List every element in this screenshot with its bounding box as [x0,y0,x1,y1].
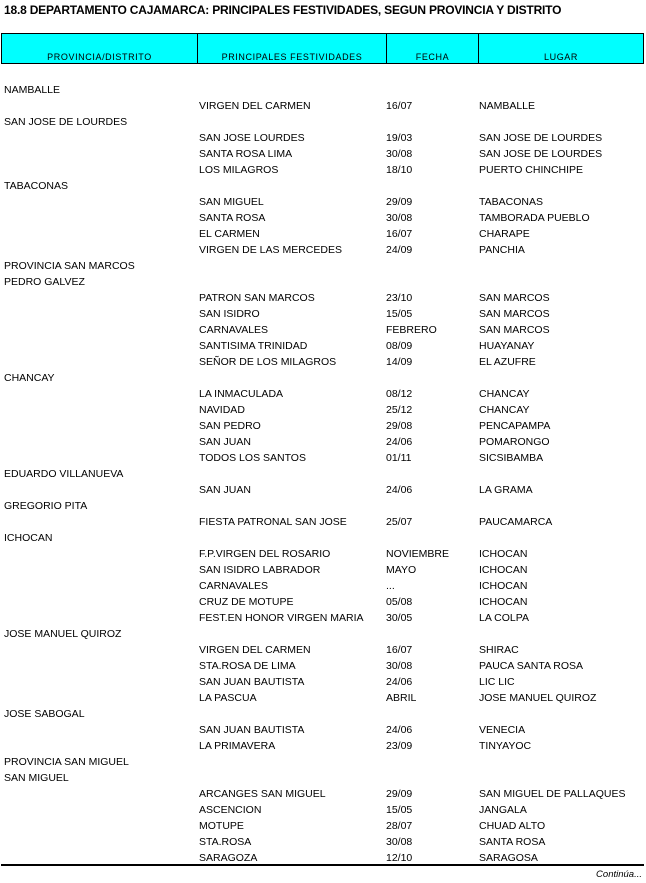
lugar-cell: ICHOCAN [479,580,528,592]
lugar-cell: SAN JOSE DE LOURDES [479,148,603,160]
lugar-cell: VENECIA [479,724,526,736]
table-row [0,226,646,242]
lugar-cell: PENCAPAMPA [479,420,551,432]
lugar-cell: PAUCAMARCA [479,516,553,528]
festividad-cell: SANTISIMA TRINIDAD [199,340,308,352]
festividad-cell: SAN MIGUEL [199,196,264,208]
festividad-cell: PATRON SAN MARCOS [199,292,315,304]
fecha-cell: 29/09 [386,196,413,208]
festividad-cell: SAN JOSE LOURDES [199,132,305,144]
festividad-cell: CARNAVALES [199,324,269,336]
festividad-cell: SAN JUAN [199,436,251,448]
festividad-cell: EL CARMEN [199,228,260,240]
lugar-cell: ICHOCAN [479,596,528,608]
festividad-cell: SAN JUAN [199,484,251,496]
festividad-cell: SANTA ROSA [199,212,266,224]
lugar-cell: SAN MARCOS [479,292,550,304]
lugar-cell: ICHOCAN [479,564,528,576]
table-row [0,690,646,706]
lugar-cell: SAN MARCOS [479,308,550,320]
table-row [0,418,646,434]
table-row [0,98,646,114]
table-row [0,434,646,450]
festividad-cell: SAN ISIDRO [199,308,260,320]
provincia-cell: CHANCAY [4,372,55,384]
table-body [0,82,646,866]
lugar-cell: ICHOCAN [479,548,528,560]
festividad-cell: VIRGEN DEL CARMEN [199,644,311,656]
provincia-cell: PROVINCIA SAN MIGUEL [4,756,129,768]
lugar-cell: SAN MIGUEL DE PALLAQUES [479,788,626,800]
festividad-cell: SAN JUAN BAUTISTA [199,724,305,736]
lugar-cell: SICSIBAMBA [479,452,544,464]
table-row [0,130,646,146]
fecha-cell: 25/12 [386,404,413,416]
fecha-cell: 15/05 [386,804,413,816]
festividad-cell: ARCANGES SAN MIGUEL [199,788,326,800]
lugar-cell: SANTA ROSA [479,836,546,848]
table-row [0,738,646,754]
festividad-cell: STA.ROSA [199,836,252,848]
table-row [0,786,646,802]
fecha-cell: 24/06 [386,436,413,448]
table-row [0,594,646,610]
lugar-cell: SAN MARCOS [479,324,550,336]
table-row [0,530,646,546]
festividad-cell: LA INMACULADA [199,388,284,400]
festividad-cell: FEST.EN HONOR VIRGEN MARIA [199,612,364,624]
table-row [0,498,646,514]
lugar-cell: HUAYANAY [479,340,535,352]
table-row [0,610,646,626]
festividad-cell: CARNAVALES [199,580,269,592]
lugar-cell: CHUAD ALTO [479,820,546,832]
table-row [0,674,646,690]
provincia-cell: TABACONAS [4,180,68,192]
fecha-cell: 16/07 [386,228,413,240]
fecha-cell: 23/10 [386,292,413,304]
festividad-cell: TODOS LOS SANTOS [199,452,306,464]
fecha-cell: 30/05 [386,612,413,624]
table-row [0,194,646,210]
lugar-cell: LIC LIC [479,676,515,688]
table-row [0,626,646,642]
festividad-cell: SARAGOZA [199,852,258,864]
column-header-provincia: PROVINCIA/DISTRITO [2,34,198,63]
fecha-cell: 29/09 [386,788,413,800]
lugar-cell: CHARAPE [479,228,530,240]
fecha-cell: 01/11 [386,452,412,464]
festividad-cell: FIESTA PATRONAL SAN JOSE [199,516,347,528]
table-row [0,658,646,674]
table-row [0,722,646,738]
festividad-cell: MOTUPE [199,820,244,832]
lugar-cell: TINYAYOC [479,740,532,752]
festividad-cell: SAN JUAN BAUTISTA [199,676,305,688]
fecha-cell: 24/06 [386,676,413,688]
table-row [0,370,646,386]
festividad-cell: LA PRIMAVERA [199,740,276,752]
provincia-cell: PEDRO GALVEZ [4,276,85,288]
provincia-cell: GREGORIO PITA [4,500,88,512]
fecha-cell: ABRIL [386,692,417,704]
provincia-cell: EDUARDO VILLANUEVA [4,468,124,480]
provincia-cell: ICHOCAN [4,532,53,544]
table-row [0,354,646,370]
table-row [0,562,646,578]
table-row [0,258,646,274]
fecha-cell: 08/09 [386,340,413,352]
table-row [0,482,646,498]
lugar-cell: PAUCA SANTA ROSA [479,660,584,672]
lugar-cell: SHIRAC [479,644,519,656]
table-row [0,242,646,258]
provincia-cell: NAMBALLE [4,84,61,96]
festividad-cell: F.P.VIRGEN DEL ROSARIO [199,548,331,560]
table-row [0,290,646,306]
provincia-cell: JOSE SABOGAL [4,708,85,720]
table-row [0,706,646,722]
table-row [0,818,646,834]
table-row [0,466,646,482]
fecha-cell: 05/08 [386,596,413,608]
fecha-cell: 30/08 [386,148,413,160]
fecha-cell: 08/12 [386,388,413,400]
table-row [0,338,646,354]
table-row [0,514,646,530]
lugar-cell: TABACONAS [479,196,543,208]
provincia-cell: SAN JOSE DE LOURDES [4,116,128,128]
table-row [0,546,646,562]
bottom-rule [1,864,644,866]
fecha-cell: 24/06 [386,724,413,736]
festividad-cell: VIRGEN DEL CARMEN [199,100,311,112]
table-row [0,114,646,130]
table-row [0,82,646,98]
lugar-cell: SARAGOSA [479,852,538,864]
table-row [0,770,646,786]
lugar-cell: LA COLPA [479,612,529,624]
column-header-lugar: LUGAR [543,52,578,62]
festividad-cell: SAN ISIDRO LABRADOR [199,564,321,576]
lugar-cell: NAMBALLE [479,100,536,112]
table-row [0,402,646,418]
table-row [0,146,646,162]
table-row [0,178,646,194]
festividad-cell: CRUZ DE MOTUPE [199,596,294,608]
table-row [0,642,646,658]
fecha-cell: 25/07 [386,516,413,528]
column-header-fecha: FECHA [387,34,479,63]
fecha-cell: MAYO [386,564,417,576]
fecha-cell: 23/09 [386,740,413,752]
lugar-cell: CHANCAY [479,404,530,416]
lugar-cell: TAMBORADA PUEBLO [479,212,590,224]
continued-note: Continúa... [596,869,642,880]
lugar-cell: SAN JOSE DE LOURDES [479,132,603,144]
table-row [0,754,646,770]
lugar-cell: PUERTO CHINCHIPE [479,164,584,176]
fecha-cell: 14/09 [386,356,413,368]
festividad-cell: NAVIDAD [199,404,245,416]
festividad-cell: SANTA ROSA LIMA [199,148,293,160]
table-row [0,210,646,226]
festividad-cell: STA.ROSA DE LIMA [199,660,296,672]
fecha-cell: 24/09 [386,244,413,256]
festividad-cell: LOS MILAGROS [199,164,279,176]
table-row [0,834,646,850]
table-row [0,386,646,402]
table-row [0,274,646,290]
fecha-cell: 15/05 [386,308,413,320]
provincia-cell: JOSE MANUEL QUIROZ [4,628,122,640]
fecha-cell: 28/07 [386,820,413,832]
lugar-cell: JOSE MANUEL QUIROZ [479,692,597,704]
festividad-cell: ASCENCION [199,804,262,816]
festividad-cell: SAN PEDRO [199,420,261,432]
fecha-cell: 30/08 [386,212,413,224]
fecha-cell: 16/07 [386,100,413,112]
festividad-cell: LA PASCUA [199,692,257,704]
fecha-cell: 19/03 [386,132,413,144]
table-row [0,162,646,178]
provincia-cell: SAN MIGUEL [4,772,69,784]
table-row [0,802,646,818]
lugar-cell: LA GRAMA [479,484,533,496]
fecha-cell: 29/08 [386,420,413,432]
table-header [1,33,644,64]
table-row [0,322,646,338]
festividad-cell: SEÑOR DE LOS MILAGROS [199,356,337,368]
table-row [0,450,646,466]
fecha-cell: FEBRERO [386,324,437,336]
lugar-cell: EL AZUFRE [479,356,536,368]
table-row [0,306,646,322]
lugar-cell: PANCHIA [479,244,525,256]
fecha-cell: 18/10 [386,164,413,176]
fecha-cell: ... [386,580,395,592]
fecha-cell: 24/06 [386,484,413,496]
festividad-cell: VIRGEN DE LAS MERCEDES [199,244,342,256]
fecha-cell: NOVIEMBRE [386,548,450,560]
column-header-festividades: PRINCIPALES FESTIVIDADES [198,34,387,63]
provincia-cell: PROVINCIA SAN MARCOS [4,260,135,272]
page-title: 18.8 DEPARTAMENTO CAJAMARCA: PRINCIPALES FESTIVIDADES, SEGUN PROVINCIA Y DISTRITO [4,3,562,17]
lugar-cell: POMARONGO [479,436,550,448]
fecha-cell: 16/07 [386,644,413,656]
fecha-cell: 30/08 [386,660,413,672]
lugar-cell: CHANCAY [479,388,530,400]
table-row [0,578,646,594]
fecha-cell: 12/10 [386,852,413,864]
fecha-cell: 30/08 [386,836,413,848]
lugar-cell: JANGALA [479,804,527,816]
